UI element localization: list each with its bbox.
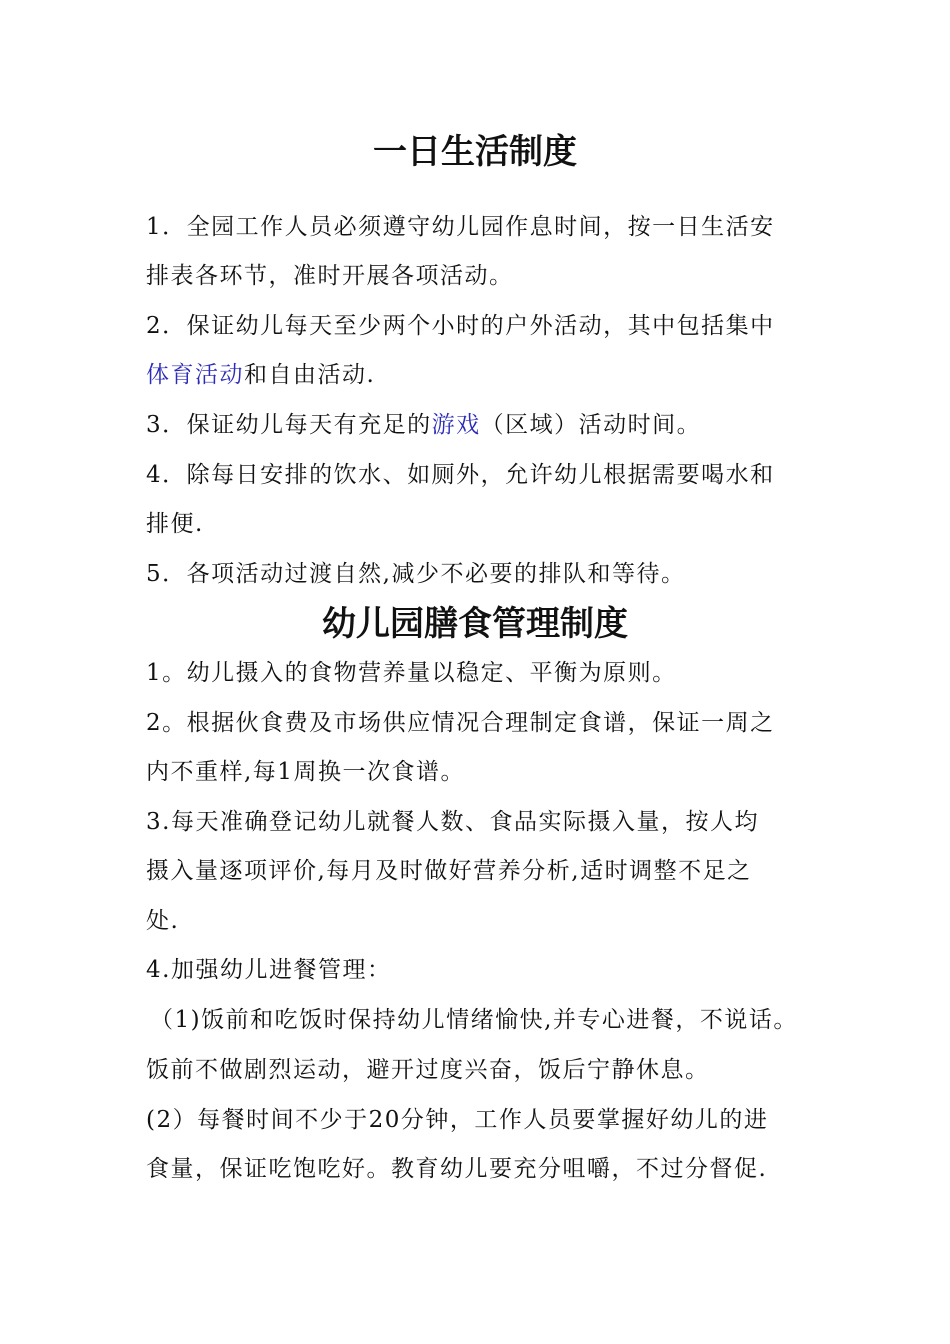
paragraph-line: 1．全园工作人员必须遵守幼儿园作息时间，按一日生活安 [146,214,775,240]
paragraph-line: 3.每天准确登记幼儿就餐人数、食品实际摄入量，按人均 [146,809,759,835]
paragraph-line: 排便. [146,511,204,537]
paragraph-line: 5．各项活动过渡自然,减少不必要的排队和等待。 [146,561,686,587]
link-sports-activity[interactable]: 体育活动 [146,362,244,388]
paragraph-line: 4.加强幼儿进餐管理： [146,957,392,983]
section-title-meal-management: 幼儿园膳食管理制度 [322,604,628,644]
paragraph-line: （1)饭前和吃饭时保持幼儿情绪愉快,并专心进餐，不说话。 [150,1007,798,1033]
paragraph-line: 内不重样,每1周换一次食谱。 [146,759,465,785]
paragraph-line: 饭前不做剧烈运动，避开过度兴奋，饭后宁静休息。 [146,1057,710,1083]
paragraph-line: 2．保证幼儿每天至少两个小时的户外活动，其中包括集中 [146,313,775,339]
link-game[interactable]: 游戏 [431,412,481,438]
paragraph-line: (2）每餐时间不少于20分钟，工作人员要掌握好幼儿的进 [146,1107,769,1133]
paragraph-line: 2。根据伙食费及市场供应情况合理制定食谱，保证一周之 [146,710,775,736]
paragraph-line: 处. [146,908,180,934]
line-text-after: 和自由活动. [244,362,376,388]
section-title-daily-routine: 一日生活制度 [373,132,577,172]
line-text-before: 3．保证幼儿每天有充足的 [146,412,432,438]
line-text-after: （区域）活动时间。 [480,412,702,438]
paragraph-line [146,410,826,440]
paragraph-line [146,360,826,390]
paragraph-line: 食量，保证吃饱吃好。教育幼儿要充分咀嚼，不过分督促. [146,1156,768,1182]
paragraph-line: 4．除每日安排的饮水、如厕外，允许幼儿根据需要喝水和 [146,462,775,488]
paragraph-line: 1。幼儿摄入的食物营养量以稳定、平衡为原则。 [146,660,677,686]
paragraph-line: 排表各环节，准时开展各项活动。 [146,263,514,289]
paragraph-line: 摄入量逐项评价,每月及时做好营养分析,适时调整不足之 [146,858,752,884]
